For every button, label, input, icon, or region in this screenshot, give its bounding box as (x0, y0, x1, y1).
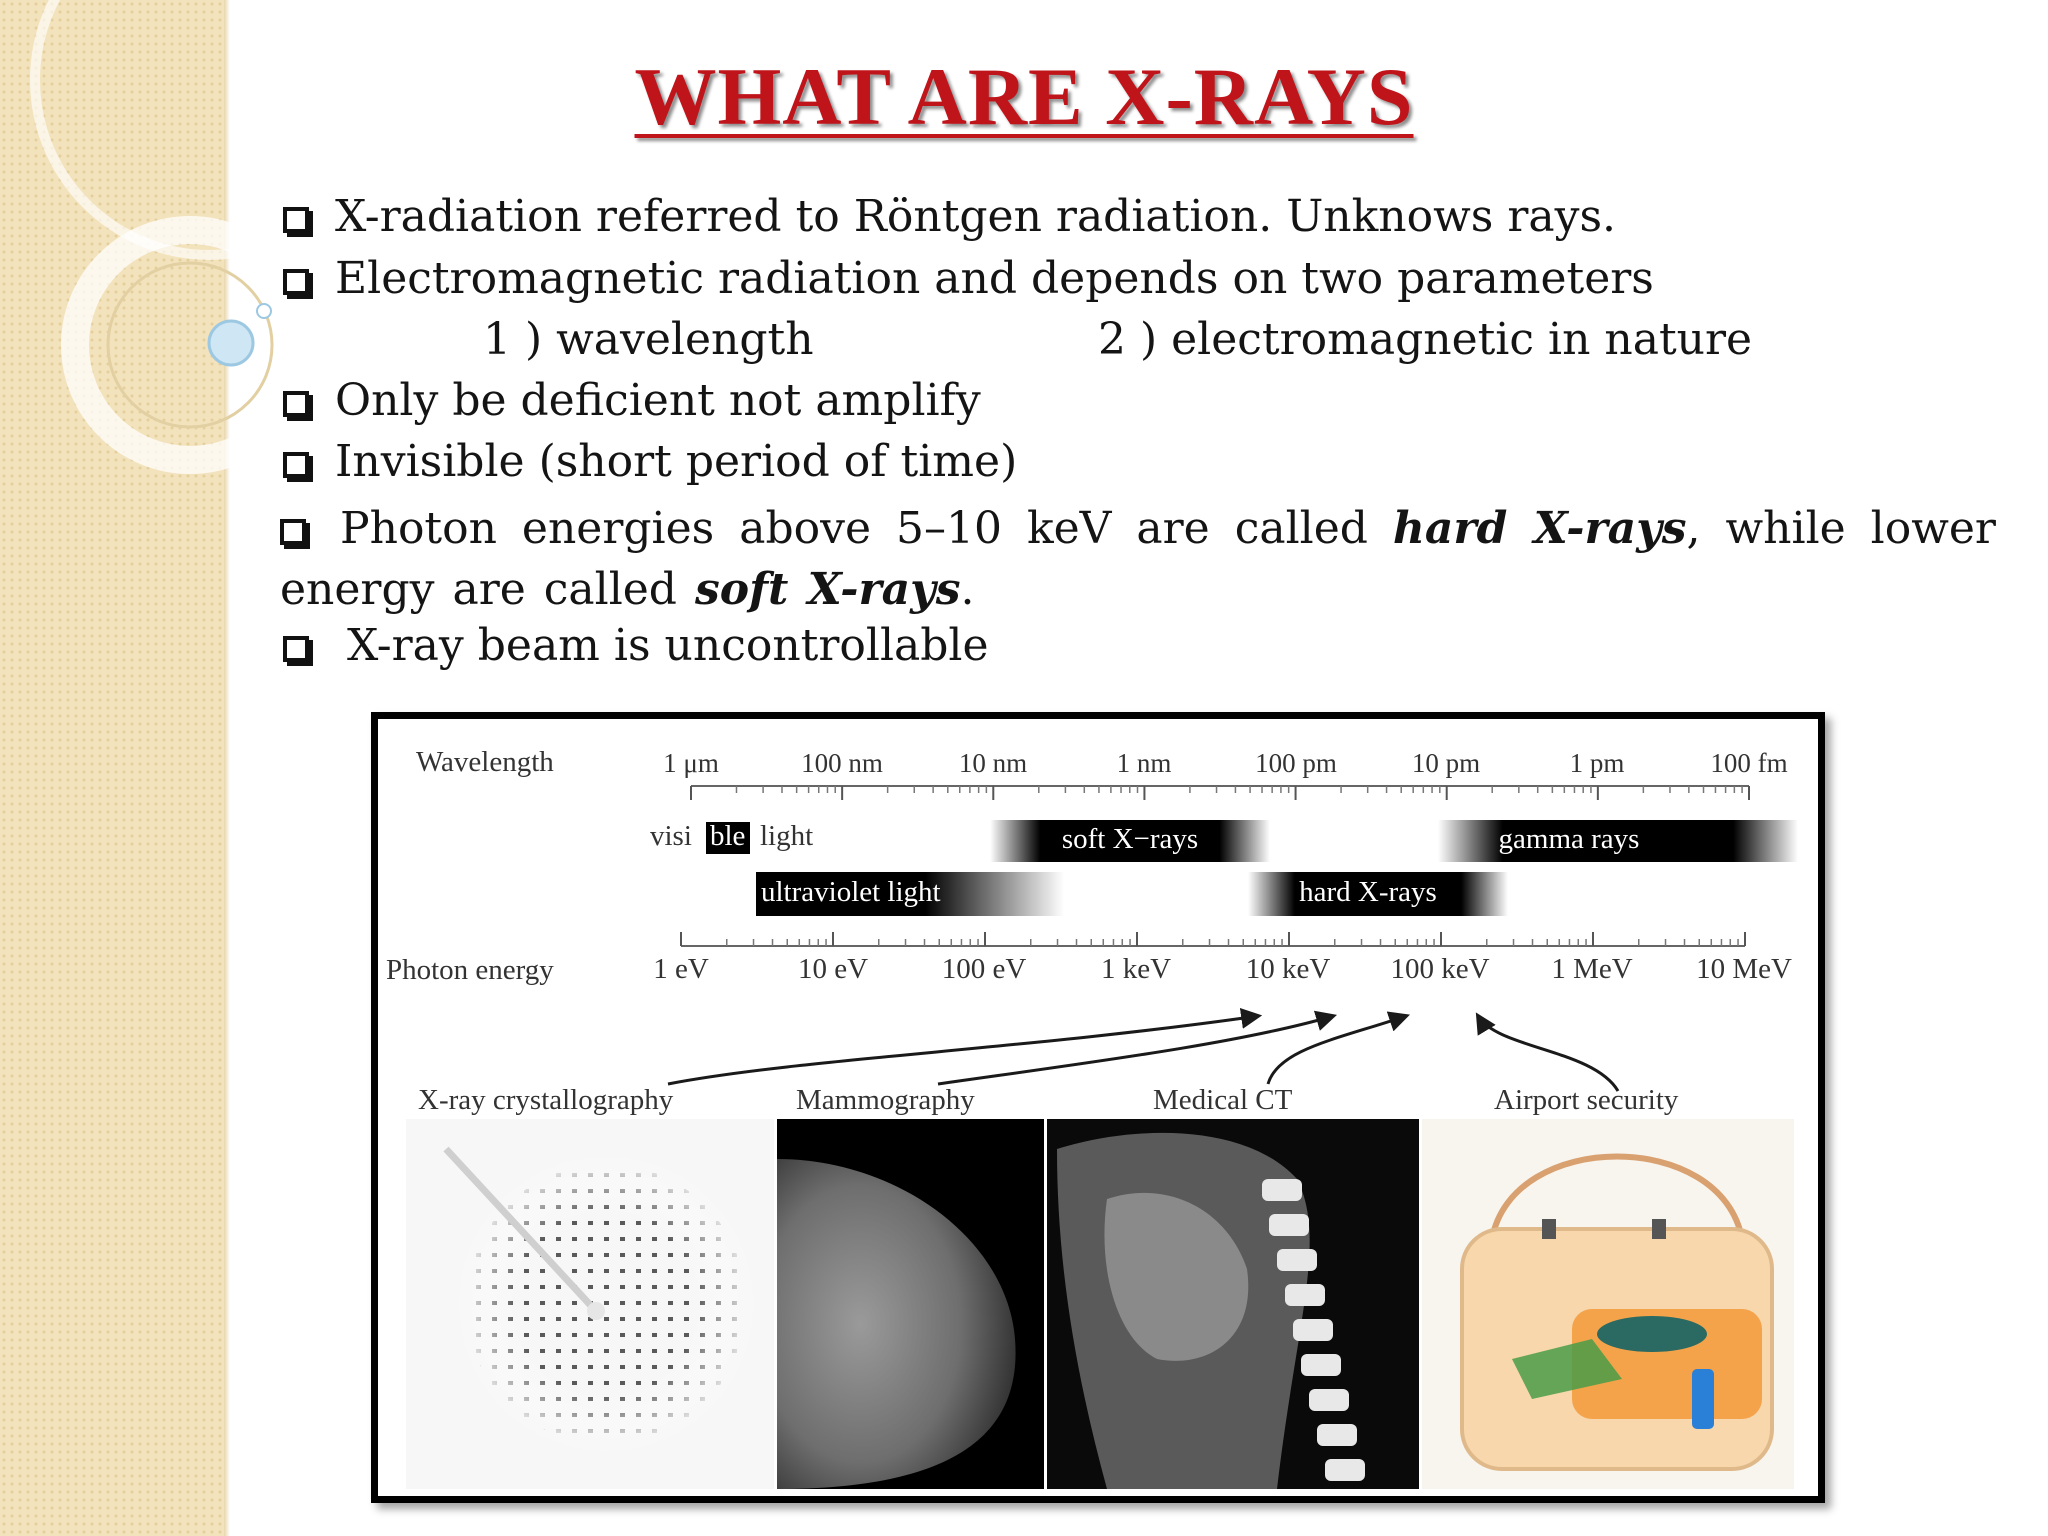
application-label: Medical CT (1153, 1084, 1293, 1116)
wavelength-tick: 1 pm (1569, 748, 1625, 778)
wavelength-tick-labels (663, 748, 1787, 778)
wavelength-label: Wavelength (416, 746, 554, 778)
application-label: Mammography (796, 1084, 975, 1116)
parameter-2: 2 ) electromagnetic in nature (1098, 314, 1753, 365)
energy-tick: 100 eV (941, 953, 1027, 985)
gamma-rays-band-label: gamma rays (1498, 823, 1640, 855)
slide-title: WHAT ARE X-RAYS (634, 51, 1414, 142)
hard-xrays-term: hard X-rays (1392, 503, 1687, 554)
energy-tick: 10 keV (1245, 953, 1331, 985)
wavelength-tick: 100 pm (1255, 748, 1337, 778)
soft-xrays-band-label: soft X−rays (1061, 823, 1199, 855)
photon-energy-label: Photon energy (386, 954, 554, 986)
checkbox-bullet-icon (283, 207, 309, 233)
bullet-item: X-radiation referred to Röntgen radiation. Unknows rays. (283, 193, 1616, 241)
medical-ct-image (1047, 1119, 1419, 1489)
visible-band-label-b: ble (710, 820, 746, 852)
checkbox-bullet-icon (283, 391, 309, 417)
crystallography-image (406, 1119, 774, 1489)
energy-tick: 1 MeV (1551, 953, 1633, 985)
visible-band-label-a: visi (650, 820, 692, 852)
wavelength-axis (691, 786, 1749, 800)
application-label: Airport security (1494, 1084, 1679, 1116)
wavelength-tick: 1 nm (1116, 748, 1172, 778)
energy-tick: 100 keV (1390, 953, 1490, 985)
airport-security-image (1422, 1119, 1794, 1489)
photon-energy-paragraph: Photon energies above 5–10 keV are called hard X-rays, while lower energy are called soft X-rays. (280, 503, 1996, 615)
checkbox-bullet-icon (283, 269, 309, 295)
bullet-item: Invisible (short period of time) (283, 438, 1017, 486)
parameter-1: 1 ) wavelength (483, 314, 814, 365)
energy-tick: 10 eV (797, 953, 869, 985)
checkbox-bullet-icon (283, 452, 309, 478)
bullet-item: X-ray beam is uncontrollable (283, 622, 989, 670)
bullet-item: Electromagnetic radiation and depends on two parameters (283, 255, 1654, 303)
checkbox-bullet-icon (280, 519, 306, 545)
energy-tick: 1 keV (1100, 953, 1172, 985)
ultraviolet-band-label: ultraviolet light (761, 876, 941, 908)
mammography-image (777, 1119, 1044, 1489)
bullet-item: Only be deficient not amplify (283, 377, 981, 425)
soft-xrays-term: soft X-rays (694, 564, 961, 615)
wavelength-tick: 100 fm (1710, 748, 1788, 778)
photon-energy-axis (681, 932, 1745, 946)
energy-tick: 10 MeV (1696, 953, 1792, 985)
energy-tick: 1 eV (653, 953, 709, 985)
application-label: X-ray crystallography (418, 1084, 674, 1116)
wavelength-tick: 1 μm (663, 748, 719, 778)
photon-energy-tick-labels (653, 953, 1792, 985)
wavelength-tick: 10 nm (958, 748, 1028, 778)
wavelength-tick: 100 nm (801, 748, 883, 778)
wavelength-tick: 10 pm (1411, 748, 1481, 778)
hard-xrays-band-label: hard X-rays (1299, 876, 1437, 908)
arrow-airport-security (1478, 1016, 1618, 1091)
visible-band-label-c: light (760, 820, 814, 852)
checkbox-bullet-icon (283, 636, 309, 662)
em-spectrum-figure (371, 712, 1825, 1503)
application-arrows (668, 1016, 1618, 1091)
